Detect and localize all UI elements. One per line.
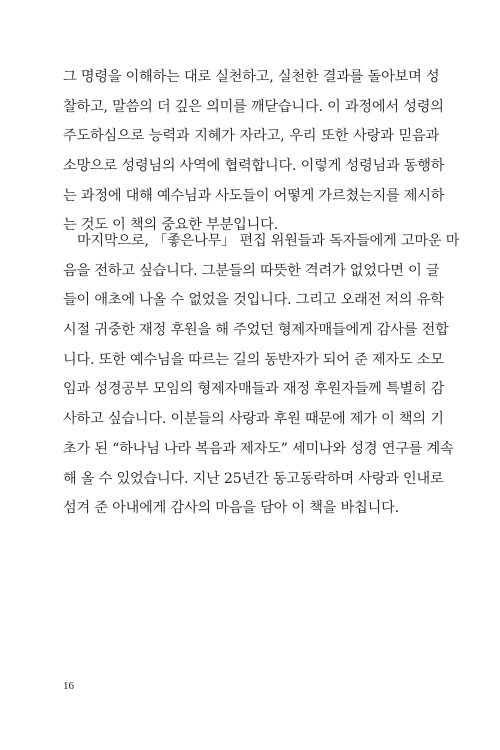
paragraph-line: 는 것도 이 책의 중요한 부분입니다. [63,217,278,234]
paragraph-2 [63,227,460,524]
paragraph-line: 주도하심으로 능력과 지혜가 자라고, 우리 또한 사랑과 믿음과 [63,128,439,145]
paragraph-line: 찰하고, 말씀의 더 깊은 의미를 깨닫습니다. 이 과정에서 성령의 [63,98,444,115]
paragraph-line: 그 명령을 이해하는 대로 실천하고, 실천한 결과를 돌아보며 성 [63,69,440,85]
paragraph-line: 음을 전하고 싶습니다. 그분들의 따뜻한 격려가 없었다면 이 글 [63,262,440,279]
paragraph-line: 들이 애초에 나올 수 없었을 것입니다. 그리고 오래전 저의 유학 [63,292,444,309]
page-number: 16 [63,680,74,692]
paragraph-line: 사하고 싶습니다. 이분들의 사랑과 후원 때문에 제가 이 책의 기 [63,411,444,428]
paragraph-line: 소망으로 성령님의 사역에 협력합니다. 이렇게 성령님과 동행하 [63,158,445,175]
paragraph-line: 니다. 또한 예수님을 따르는 길의 동반자가 되어 준 제자도 소모 [63,351,444,368]
paragraph-line: 마지막으로, 「좋은나무」 편집 위원들과 독자들에게 고마운 마 [77,233,460,249]
paragraph-line: 섬겨 준 아내에게 감사의 마음을 담아 이 책을 바칩니다. [63,500,399,517]
paragraph-1 [63,63,445,241]
paragraph-line: 초가 된 “하나님 나라 복음과 제자도” 세미나와 성경 연구를 계속 [63,440,454,457]
paragraph-line: 해 올 수 있었습니다. 지난 25년간 동고동락하며 사랑과 인내로 [63,470,444,487]
paragraph-line: 임과 성경공부 모임의 형제자매들과 재정 후원자들께 특별히 감 [63,381,445,398]
paragraph-line: 시절 귀중한 재정 후원을 해 주었던 형제자매들에게 감사를 전합 [63,322,449,339]
paragraph-line: 는 과정에 대해 예수님과 사도들이 어떻게 가르쳤는지를 제시하 [63,187,445,204]
